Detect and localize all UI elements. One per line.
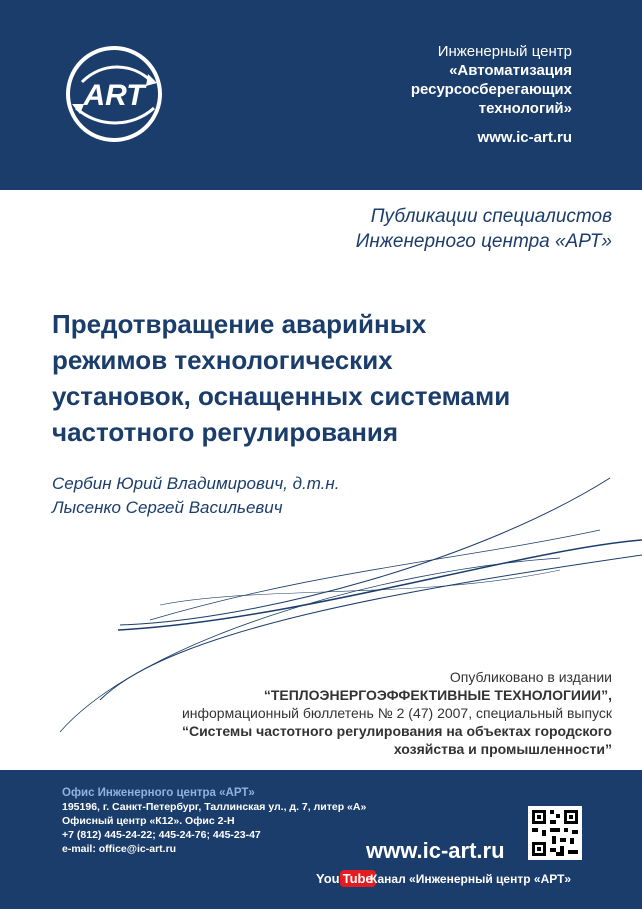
header-url-link[interactable]: www.ic-art.ru xyxy=(477,129,572,146)
youtube-you-text: You xyxy=(316,871,340,886)
youtube-tube-text: Tube xyxy=(340,870,376,887)
title-line-2: режимов технологических xyxy=(52,345,393,375)
youtube-logo[interactable] xyxy=(316,870,376,888)
office-phones: +7 (812) 445-24-22; 445-24-76; 445-23-47 xyxy=(62,829,261,841)
qr-code xyxy=(528,806,582,860)
org-line-4: технологий» xyxy=(478,100,572,117)
office-title: Офис Инженерного центра «АРТ» xyxy=(62,787,255,799)
office-contacts xyxy=(62,786,366,856)
footer-site-link[interactable]: www.ic-art.ru xyxy=(366,838,505,863)
org-line-2: «Автоматизация xyxy=(449,62,572,79)
title-line-4: частотного регулирования xyxy=(52,417,399,447)
office-center: Офисный центр «К12». Офис 2-Н xyxy=(62,815,235,827)
publication-info xyxy=(182,668,612,758)
publications-caption xyxy=(356,204,612,254)
publications-line-1: Публикации специалистов xyxy=(370,206,612,227)
published-line-3: информационный бюллетень № 2 (47) 2007, специальный выпуск xyxy=(181,705,612,721)
article-title xyxy=(52,306,612,450)
title-line-1: Предотвращение аварийных xyxy=(52,309,427,339)
office-address: 195196, г. Санкт-Петербург, Таллинская ул., д. 7, литер «А» xyxy=(62,801,367,813)
org-line-3: ресурсосберегающих xyxy=(410,81,572,98)
published-line-2: “ТЕПЛОЭНЕРГОЭФФЕКТИВНЫЕ ТЕХНОЛОГИИИ”, xyxy=(263,687,612,703)
published-line-4: “Системы частотного регулирования на объектах городского xyxy=(181,723,612,739)
youtube-channel-label[interactable]: Канал «Инженерный центр «АРТ» xyxy=(370,872,572,886)
published-line-1: Опубликовано в издании xyxy=(449,669,612,685)
title-line-3: установок, оснащенных системами xyxy=(52,381,511,411)
org-line-1: Инженерный центр xyxy=(437,43,572,60)
art-logo xyxy=(62,42,166,146)
svg-text:ART: ART xyxy=(83,79,145,112)
org-name-block xyxy=(411,42,572,147)
publications-line-2: Инженерного центра «АРТ» xyxy=(355,231,612,252)
author-1: Сербин Юрий Владимирович, д.т.н. xyxy=(52,474,340,493)
office-email-link[interactable]: e-mail: office@ic-art.ru xyxy=(62,843,177,855)
author-2: Лысенко Сергей Васильевич xyxy=(52,498,283,517)
published-line-5: хозяйства и промышленности” xyxy=(393,741,612,757)
